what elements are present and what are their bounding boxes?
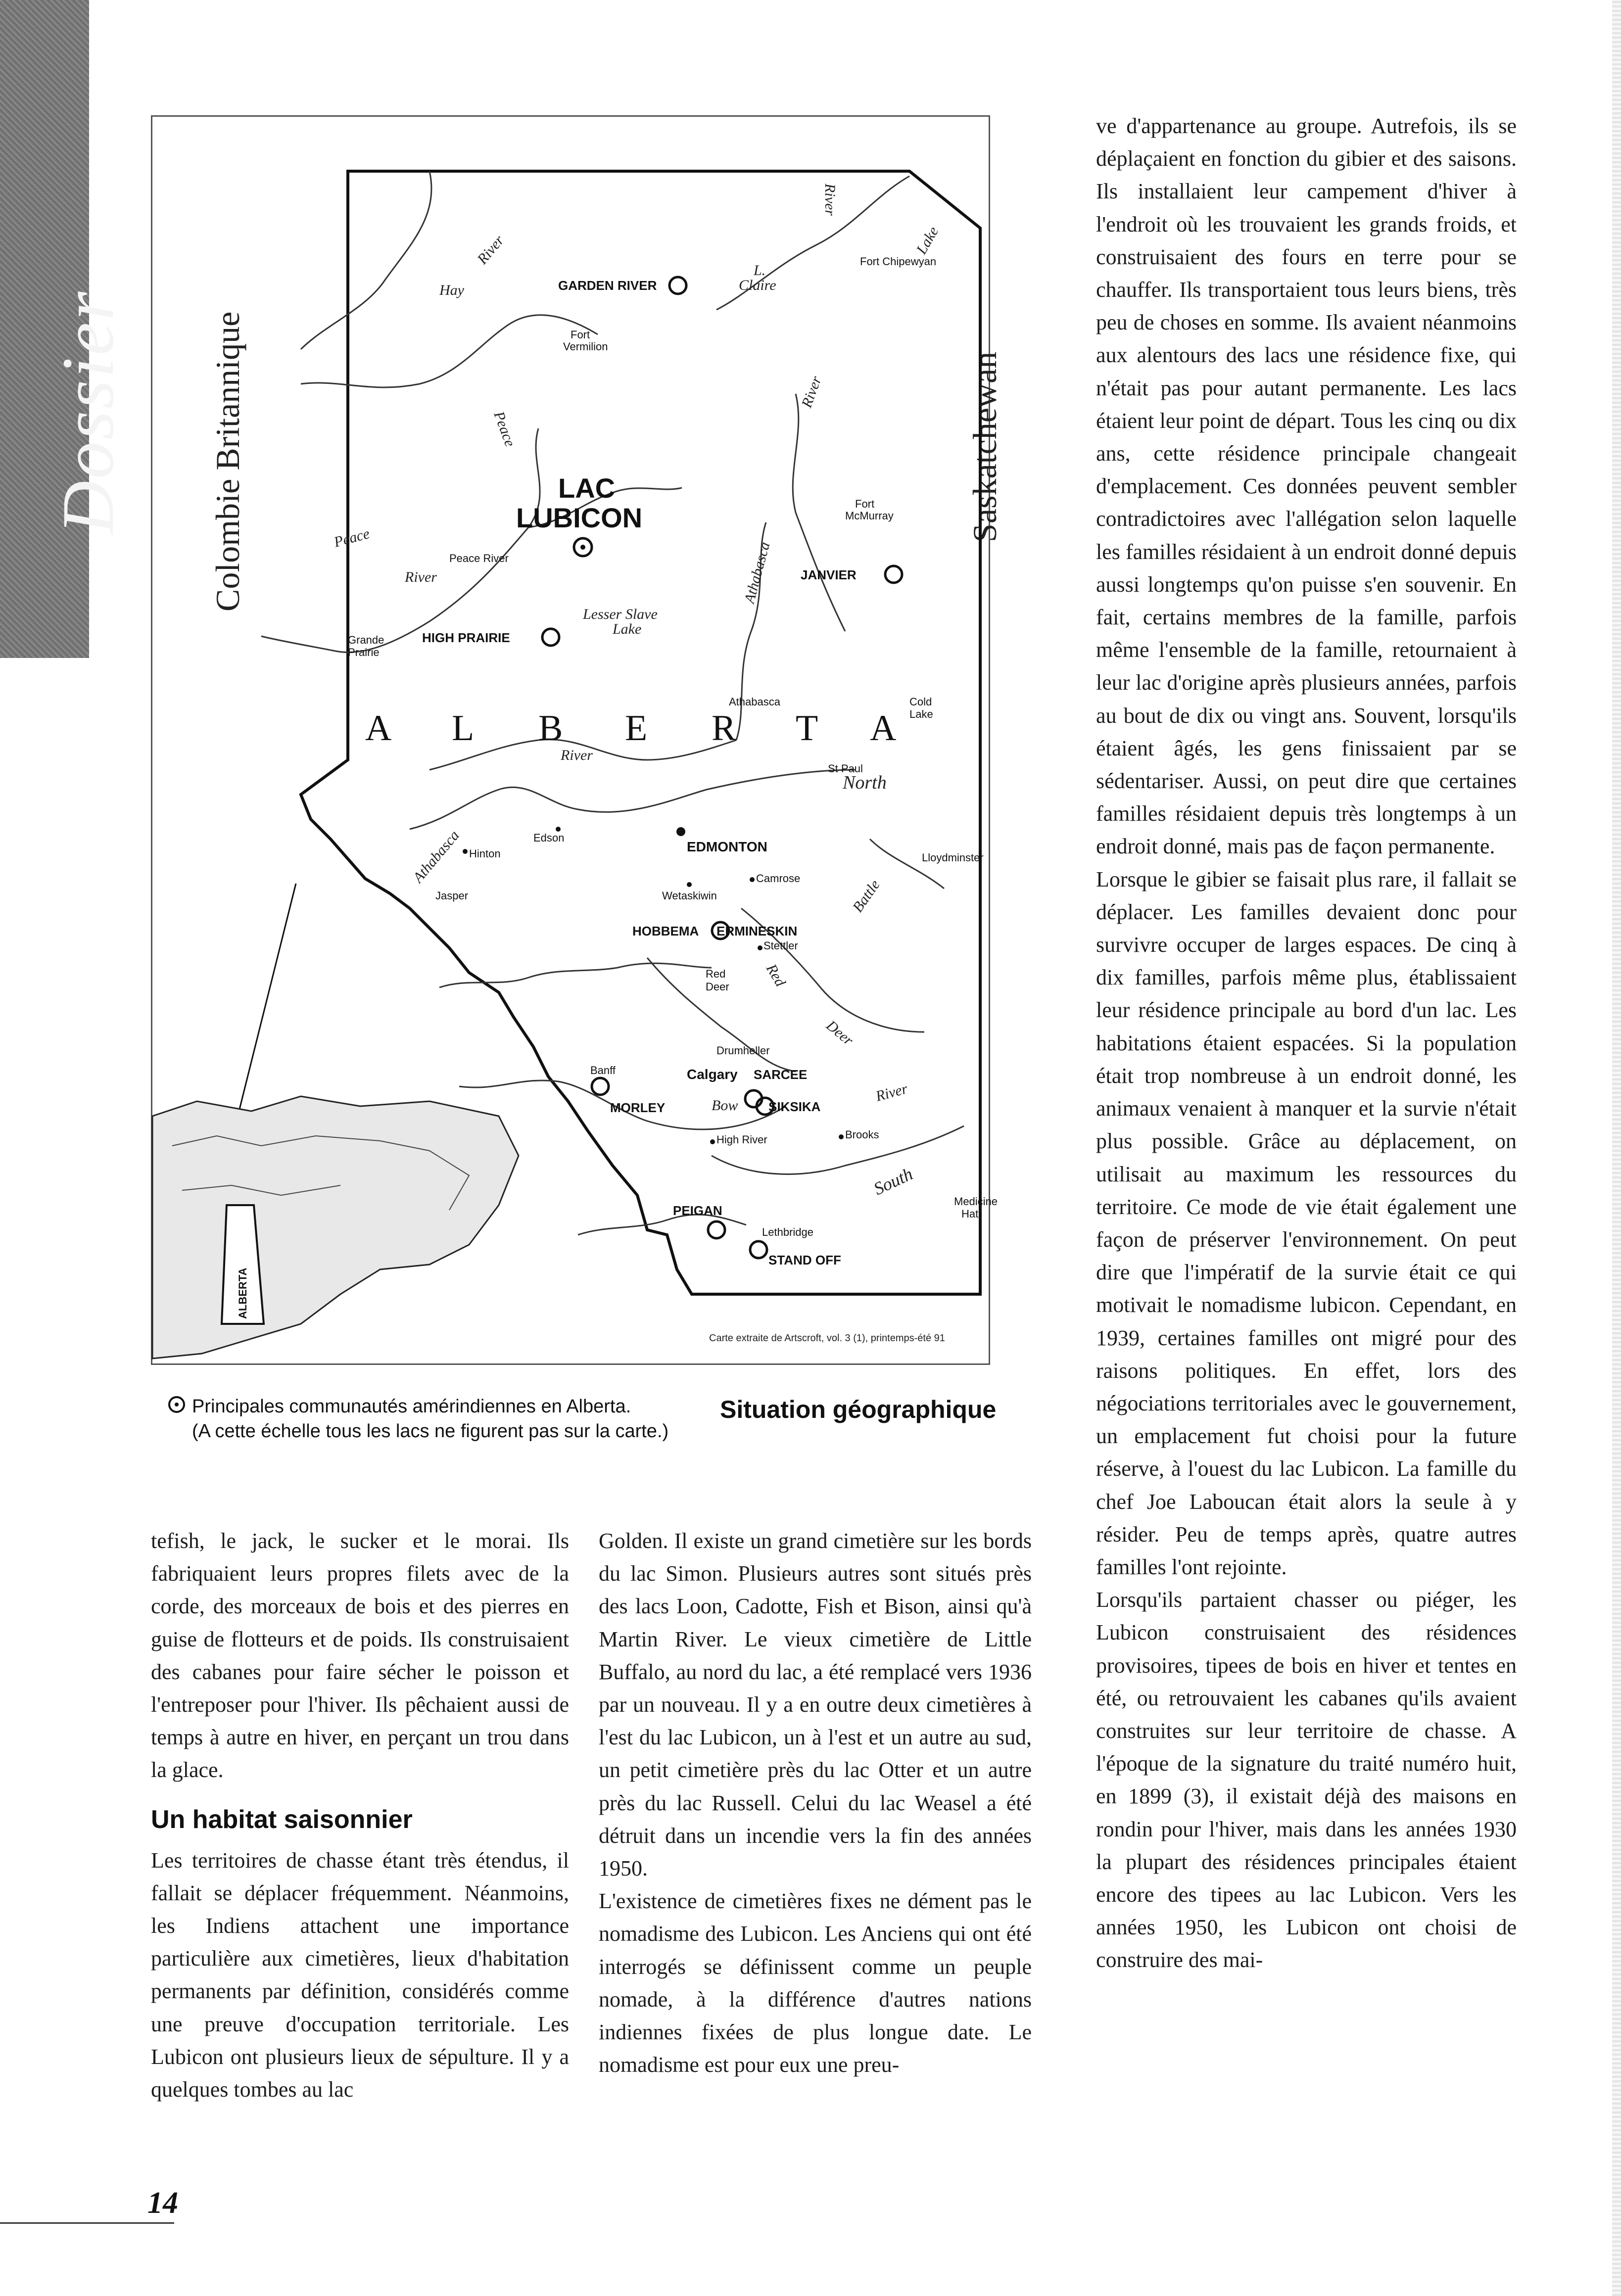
inset-alberta-label: ALBERTA — [237, 1267, 249, 1319]
label-colombie-britannique: Colombie Britannique — [209, 311, 246, 611]
water-red: Red — [763, 961, 789, 989]
town-fort-mcmurray: Fort — [855, 498, 875, 510]
town-brooks: Brooks — [845, 1128, 879, 1141]
town-cold-lake-2: Lake — [909, 708, 933, 720]
water-river-east: River — [798, 374, 825, 410]
community-marker-icon — [708, 1221, 725, 1238]
water-river-top: River — [822, 184, 838, 216]
community-siksika: SIKSIKA — [768, 1099, 821, 1114]
alberta-letter: A — [870, 708, 897, 749]
town-banff: Banff — [590, 1064, 616, 1077]
town-grande-prairie-2: Prairie — [348, 646, 380, 658]
town-medicine-hat: Medicine — [954, 1195, 998, 1208]
community-garden-river: GARDEN RIVER — [558, 278, 657, 293]
legend-text: Principales communautés amérindiennes en Alberta. — [192, 1396, 631, 1417]
alberta-letter: L — [452, 708, 475, 749]
lac-lubicon-label — [516, 472, 642, 556]
section-tab-label: Dossier — [47, 289, 129, 534]
page-number: 14 — [147, 2186, 178, 2220]
community-sarcee: SARCEE — [754, 1067, 808, 1082]
map-figure — [151, 115, 1003, 1365]
community-marker-icon — [168, 1396, 185, 1413]
community-ermineskin: ERMINESKIN — [716, 924, 798, 938]
town-st-paul: St Paul — [828, 762, 863, 775]
text-column-3 — [1096, 110, 1517, 1977]
canada-inset — [152, 1096, 519, 1359]
water-labels — [332, 183, 942, 1199]
paragraph: Lorsqu'ils partaient chasser ou piéger, les Lubicon construisaient des résidences provisoires, tipees de bois en hiver et tentes en été, ou retrouvaient les cabanes qu'ils avaient construites sur leur territoire de chasse. A l'époque de la signature du traité numéro huit, en 1899 (3), il existait déjà des maisons en rondin pour l'hiver, mais dans les années 1930 la plupart des résidences principales étaient encore des tipees au lac Lubicon. Vers les années 1950, les Lubicon ont choisi de construire des mai- — [1096, 1588, 1517, 1972]
water-athabasca: Athabasca — [741, 540, 773, 605]
town-high-river: High River — [716, 1133, 767, 1146]
town-edmonton: EDMONTON — [687, 839, 767, 854]
town-red-deer: Red — [706, 968, 726, 980]
water-river-middle: River — [561, 747, 593, 763]
town-edson: Edson — [533, 832, 565, 844]
water-hay: Hay — [439, 282, 464, 298]
alberta-letter: T — [796, 708, 818, 749]
community-high-prairie: HIGH PRAIRIE — [422, 630, 510, 645]
alberta-letter: E — [625, 708, 648, 749]
water-l-claire-2: Claire — [739, 277, 776, 293]
water-athabasca-sw: Athabasca — [410, 827, 463, 886]
water-peace-2: Peace — [332, 525, 372, 551]
paragraph: Lorsque le gibier se faisait plus rare, il fallait se déplacer. Les familles devaient donc pour survivre occuper de larges espaces. De cinq à dix familles, parfois même plus, établissaient leur résidence principale au bord d'un lac. Les habitations étaient espacées. Si la population était trop nombreuse à un endroit donné, les animaux venaient à manquer et la survie n'était plus possible. Grâce au déplacement, on utilisait au maximum les ressources du territoire. Ce mode de vie était également une façon de préserver l'environnement. On peut dire que l'impératif de la survie était ce qui motivait le nomadisme lubicon. Cependant, en 1939, certaines familles ont migré pour des raisons politiques. En effet, lors des négociations territoriales avec le gouvernement, un emplacement fut choisi pour la future réserve, à l'ouest du lac Lubicon. La famille du chef Joe Laboucan était alors la seule à y résider. Peu de temps après, quatre autres familles l'ont rejointe. — [1096, 867, 1517, 1579]
map-credit: Carte extraite de Artscroft, vol. 3 (1), printemps-été 91 — [709, 1333, 945, 1344]
lac-lubicon-line2: LUBICON — [516, 502, 643, 533]
town-medicine-hat-2: Hat — [961, 1208, 979, 1220]
town-wetaskiwin: Wetaskiwin — [662, 890, 717, 902]
section-heading: Un habitat saisonnier — [151, 1805, 413, 1834]
town-camrose: Camrose — [756, 872, 801, 885]
town-cold-lake: Cold — [909, 696, 932, 708]
community-marker-icon — [592, 1078, 609, 1095]
paragraph: ve d'appartenance au groupe. Autrefois, ils se déplaçaient en fonction du gibier et des saisons. Ils installaient leur campement d'hiver à l'endroit où les trouvaient les grands froids, et construisaient des fours en terre pour se chauffer. Ils transportaient tous leurs biens, très peu de choses en somme. Ils avaient néanmoins aux alentours des lacs une résidence fixe, qui n'était pas pour autant permanente. Les lacs étaient leur point de départ. Tous les cinq ou dix ans, cette résidence principale changeait d'emplacement. Ces données peuvent sembler contradictoires avec l'allégation selon laquelle les familles résidaient à un endroit donné depuis aussi longtemps qu'on puisse s'en souvenir. En fait, certains membres de la famille, parfois même l'ensemble de la famille, retournaient à leur lac d'origine après plusieurs années, parfois au bout de dix ou vingt ans. Souvent, lorsqu'ils étaient âgés, les gens finissaient par se sédentariser. Aussi, on peut dire que certaines familles résidaient depuis très longtemps à un endroit donné, mais pas de façon permanente. — [1096, 114, 1517, 859]
water-peace-river-word: River — [405, 569, 437, 585]
alberta-letters — [365, 708, 896, 749]
town-fort-mcmurray-2: McMurray — [845, 510, 894, 522]
town-lloydminster: Lloydminster — [922, 851, 984, 864]
water-lake-athabasca: Lake — [913, 224, 942, 257]
water-l-claire: L. — [754, 262, 766, 279]
water-river-se: River — [874, 1080, 909, 1105]
label-saskatchewan: Saskatchewan — [966, 351, 1003, 542]
community-marker-icon — [885, 566, 902, 583]
community-marker-icon — [750, 1241, 767, 1258]
water-lesser-slave: Lesser Slave — [583, 606, 658, 622]
water-bow: Bow — [712, 1097, 738, 1114]
legend-note: (A cette échelle tous les lacs ne figurent pas sur la carte.) — [192, 1421, 669, 1442]
community-marker-icon — [669, 277, 686, 294]
text-column-2 — [599, 1525, 1032, 2081]
section-tab — [0, 0, 129, 658]
paragraph: L'existence de cimetières fixes ne dément pas le nomadisme des Lubicon. Les Anciens qui ont été interrogés se définissent comme un peuple nomade, à la différence d'autres nations indiennes fixées de plus longue date. Le nomadisme est pour eux une preu- — [599, 1889, 1032, 2077]
town-peace-river: Peace River — [449, 552, 509, 564]
community-marker-icon — [542, 629, 559, 646]
text-column-1 — [151, 1525, 569, 2106]
community-hobbema: HOBBEMA — [632, 924, 699, 938]
water-deer: Deer — [823, 1017, 857, 1049]
town-fort-vermilion-2: Vermilion — [563, 340, 608, 353]
water-hay-river: River — [474, 232, 508, 268]
page-rule — [0, 2222, 174, 2224]
lac-lubicon-line1: LAC — [558, 472, 616, 504]
town-red-deer-2: Deer — [706, 981, 729, 993]
water-lesser-slave-2: Lake — [613, 621, 642, 637]
paragraph: Golden. Il existe un grand cimetière sur les bords du lac Simon. Plusieurs autres sont situés près des lacs Loon, Cadotte, Fish et Bison, ainsi qu'à Martin River. Le vieux cimetière de Little Buffalo, au nord du lac, a été remplacé vers 1936 par un nouveau. Il y a en outre deux cimetières à l'est du lac Lubicon, un à l'est et un autre au sud, un petit cimetière près du lac Otter et un autre près du lac Russell. Celui du lac Weasel a été détruit dans un incendie vers la fin des années 1950. — [599, 1529, 1032, 1881]
map-legend — [168, 1394, 688, 1444]
alberta-letter: R — [712, 708, 736, 749]
town-fort-vermilion: Fort — [571, 328, 590, 341]
town-hinton: Hinton — [469, 847, 501, 860]
town-grande-prairie: Grande — [348, 634, 384, 646]
scan-edge — [1612, 0, 1621, 2296]
community-peigan: PEIGAN — [673, 1203, 722, 1218]
community-morley: MORLEY — [610, 1100, 666, 1115]
town-fort-chipewyan: Fort Chipewyan — [860, 255, 937, 268]
paragraph: Les territoires de chasse étant très étendus, il fallait se déplacer fréquemment. Néanmoins, les Indiens attachent une importance particulière aux cimetières, lieux d'habitation permanents par définition, considérés comme une preuve d'occupation territoriale. Les Lubicon ont plusieurs lieux de sépulture. Il y a quelques tombes au lac — [151, 1848, 569, 2102]
map-title: Situation géographique — [720, 1396, 997, 1423]
water-north: North — [843, 772, 887, 793]
town-jasper: Jasper — [435, 890, 469, 902]
water-peace-1: Peace — [490, 409, 519, 449]
town-drumheller: Drumheller — [716, 1044, 770, 1057]
alberta-map — [152, 117, 1003, 1363]
alberta-letter: B — [538, 708, 563, 749]
community-janvier: JANVIER — [801, 567, 857, 582]
alberta-letter: A — [365, 708, 392, 749]
town-calgary: Calgary — [687, 1067, 738, 1082]
paragraph: tefish, le jack, le sucker et le morai. Ils fabriquaient leurs propres filets avec de la corde, des morceaux de bois et des pierres en guise de flotteurs et de poids. Ils construisaient des cabanes pour faire sécher le poisson et l'entreposer pour l'hiver. Ils pêchaient aussi de temps à autre en hiver, en perçant un trou dans la glace. — [151, 1529, 569, 1782]
town-stettler: Stettler — [763, 939, 798, 952]
water-battle: Battle — [849, 877, 883, 916]
town-athabasca: Athabasca — [729, 696, 780, 708]
community-stand-off: STAND OFF — [768, 1253, 841, 1267]
legend-row — [168, 1394, 688, 1419]
town-lethbridge: Lethbridge — [762, 1226, 813, 1238]
water-south: South — [870, 1164, 916, 1199]
